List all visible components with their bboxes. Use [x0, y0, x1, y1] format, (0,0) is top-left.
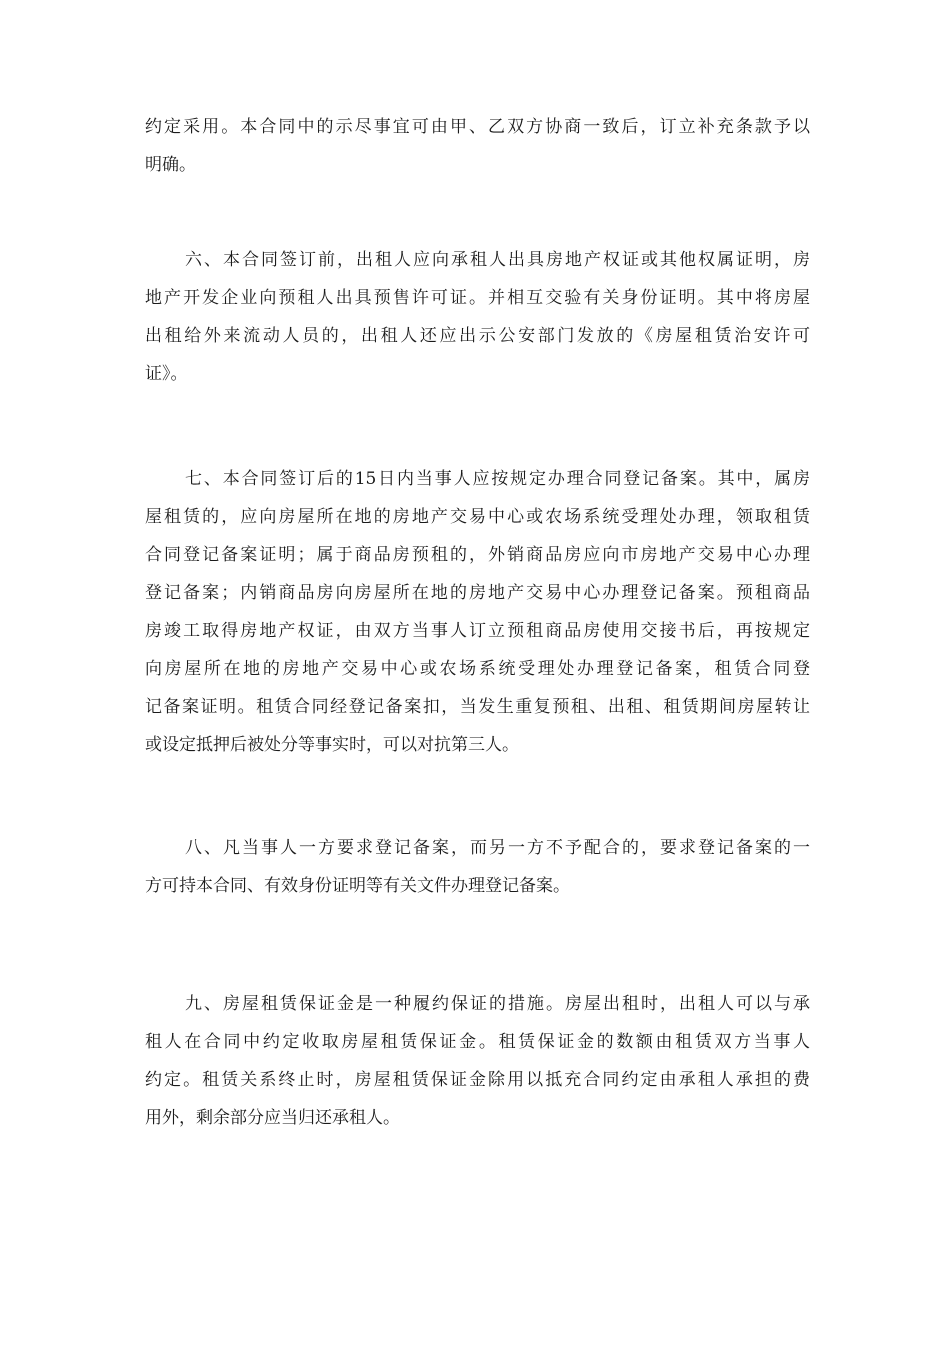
text-line: 用外，剩余部分应当归还承租人。 — [145, 1108, 400, 1128]
text-line: 地产开发企业向预租人出具预售许可证。并相互交验有关身份证明。其中将房屋 — [145, 288, 810, 308]
text-line: 方可持本合同、有效身份证明等有关文件办理登记备案。 — [145, 876, 570, 896]
text-line: 租人在合同中约定收取房屋租赁保证金。租赁保证金的数额由租赁双方当事人 — [145, 1032, 810, 1052]
text-line: 合同登记备案证明；属于商品房预租的，外销商品房应向市房地产交易中心办理 — [145, 545, 810, 565]
text-line: 登记备案；内销商品房向房屋所在地的房地产交易中心办理登记备案。预租商品 — [145, 583, 810, 603]
text-line: 记备案证明。租赁合同经登记备案扣，当发生重复预租、出租、租赁期间房屋转让 — [145, 697, 810, 717]
text-line: 明确。 — [145, 155, 196, 175]
text-line: 约定采用。本合同中的示尽事宜可由甲、乙双方协商一致后，订立补充条款予以 — [145, 117, 810, 137]
text-line: 九、房屋租赁保证金是一种履约保证的措施。房屋出租时，出租人可以与承 — [185, 994, 810, 1014]
text-line: 屋租赁的，应向房屋所在地的房地产交易中心或农场系统受理处办理，领取租赁 — [145, 507, 810, 527]
paragraph-clause-9 — [145, 985, 810, 1137]
text-line: 证》。 — [145, 364, 188, 384]
text-line: 六、本合同签订前，出租人应向承租人出具房地产权证或其他权属证明，房 — [185, 250, 810, 270]
text-line: 出租给外来流动人员的，出租人还应出示公安部门发放的《房屋租赁治安许可 — [145, 326, 810, 346]
paragraph-continuation — [145, 108, 810, 184]
text-line: 约定。租赁关系终止时，房屋租赁保证金除用以抵充合同约定由承租人承担的费 — [145, 1070, 810, 1090]
text-line: 向房屋所在地的房地产交易中心或农场系统受理处办理登记备案，租赁合同登 — [145, 659, 810, 679]
text-line: 房竣工取得房地产权证，由双方当事人订立预租商品房使用交接书后，再按规定 — [145, 621, 810, 641]
text-line: 或设定抵押后被处分等事实时，可以对抗第三人。 — [145, 735, 519, 755]
text-line: 七、本合同签订后的15日内当事人应按规定办理合同登记备案。其中，属房 — [185, 469, 810, 489]
text-line: 八、凡当事人一方要求登记备案，而另一方不予配合的，要求登记备案的一 — [185, 838, 810, 858]
paragraph-clause-7 — [145, 460, 810, 764]
paragraph-clause-8 — [145, 829, 810, 905]
paragraph-clause-6 — [145, 241, 810, 393]
